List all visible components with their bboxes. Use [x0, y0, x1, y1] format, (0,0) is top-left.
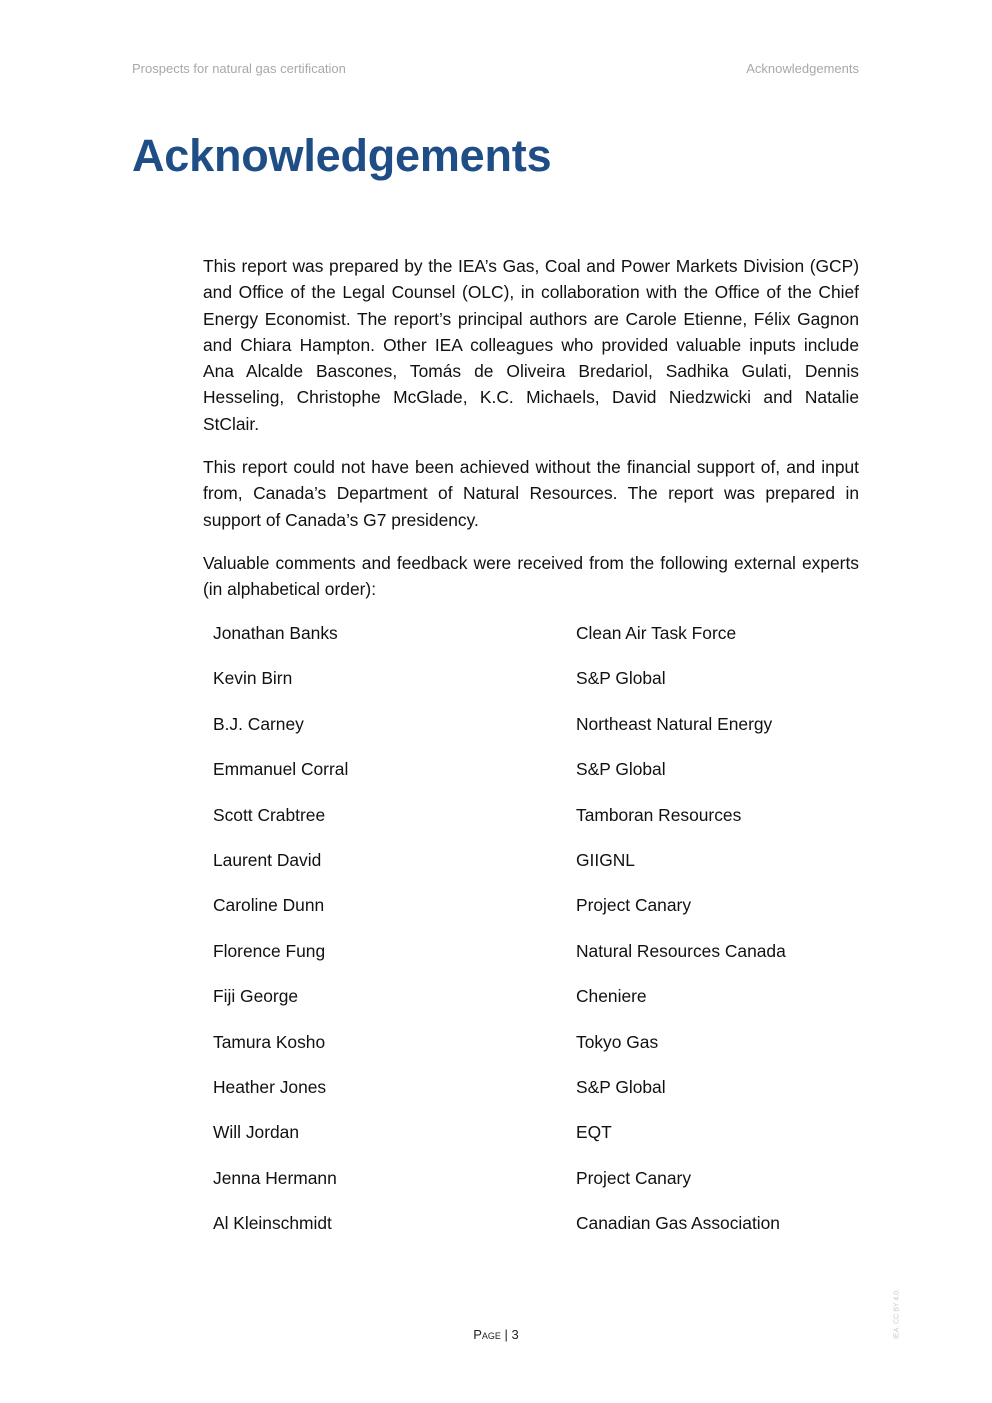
expert-name: B.J. Carney — [213, 713, 304, 734]
expert-row — [213, 847, 859, 892]
expert-row — [213, 620, 859, 665]
expert-row — [213, 1165, 859, 1210]
expert-row — [213, 1210, 859, 1255]
expert-organization: Canadian Gas Association — [576, 1213, 780, 1234]
expert-row — [213, 756, 859, 801]
expert-name: Jonathan Banks — [213, 623, 338, 643]
expert-organization: Project Canary — [576, 895, 692, 916]
expert-organization: Northeast Natural Energy — [576, 713, 773, 734]
paragraph-experts-intro: Valuable comments and feedback were received from the following external experts (in alphabetical order): — [203, 552, 859, 600]
expert-name: Emmanuel Corral — [213, 759, 349, 780]
expert-name: Will Jordan — [213, 1122, 300, 1143]
page-number: 3 — [511, 1327, 519, 1342]
page-title: Acknowledgements — [132, 130, 552, 181]
expert-name: Kevin Birn — [213, 668, 293, 689]
expert-organization: S&P Global — [576, 759, 666, 780]
expert-name: Florence Fung — [213, 940, 326, 961]
expert-organization: Natural Resources Canada — [576, 940, 786, 961]
expert-organization: Tamboran Resources — [576, 804, 742, 825]
document-title-header: Prospects for natural gas certification — [132, 61, 346, 76]
page-label: Page — [473, 1327, 501, 1342]
expert-name: Scott Crabtree — [213, 804, 326, 825]
expert-name: Jenna Hermann — [213, 1167, 337, 1188]
expert-list — [213, 620, 859, 1255]
expert-row — [213, 711, 859, 756]
expert-row — [213, 938, 859, 983]
expert-name: Fiji George — [213, 986, 299, 1007]
expert-row — [213, 665, 859, 710]
expert-organization: Project Canary — [576, 1167, 692, 1188]
expert-row — [213, 802, 859, 847]
expert-organization: EQT — [576, 1122, 612, 1143]
expert-row — [213, 983, 859, 1028]
page-footer — [0, 1327, 992, 1342]
expert-row — [213, 1119, 859, 1164]
expert-organization: Cheniere — [576, 986, 647, 1007]
paragraph-authors: This report was prepared by the IEA’s Gas, Coal and Power Markets Division (GCP) and Office of the Legal Counsel (OLC), in collaboration with the Office of the Chief Energy Economist. The report’s principal authors are Carole Etienne, Félix Gagnon and Chiara Hampton. Other IEA colleagues who provided valuable inputs include Ana Alcalde Bascones, Tomás de Oliveira Bredariol, Sadhika Gulati, Dennis Hesseling, Christophe McGlade, K.C. Michaels, David Niedzwicki and Natalie StClair. — [203, 256, 859, 434]
expert-organization: Tokyo Gas — [576, 1031, 659, 1052]
paragraph-funding: This report could not have been achieved without the financial support of, and input from, Canada’s Department of Natural Resources. The report was prepared in support of Canada’s G7 presidency. — [203, 457, 859, 530]
expert-row — [213, 892, 859, 937]
expert-name: Laurent David — [213, 849, 322, 870]
expert-organization: S&P Global — [576, 668, 666, 689]
license-notice — [893, 1282, 901, 1346]
expert-organization: GIIGNL — [576, 849, 635, 870]
acknowledgement-body — [203, 253, 859, 620]
license-text: IEA. CC BY 4.0. — [893, 1288, 901, 1340]
running-header — [132, 61, 859, 77]
section-title-header: Acknowledgements — [746, 61, 859, 76]
expert-name: Al Kleinschmidt — [213, 1213, 332, 1234]
expert-organization: S&P Global — [576, 1076, 666, 1097]
expert-row — [213, 1029, 859, 1074]
expert-name: Heather Jones — [213, 1076, 327, 1097]
expert-row — [213, 1074, 859, 1119]
expert-name: Tamura Kosho — [213, 1031, 326, 1052]
page-separator: | — [500, 1327, 512, 1342]
expert-name: Caroline Dunn — [213, 895, 325, 916]
expert-organization: Clean Air Task Force — [576, 623, 737, 643]
